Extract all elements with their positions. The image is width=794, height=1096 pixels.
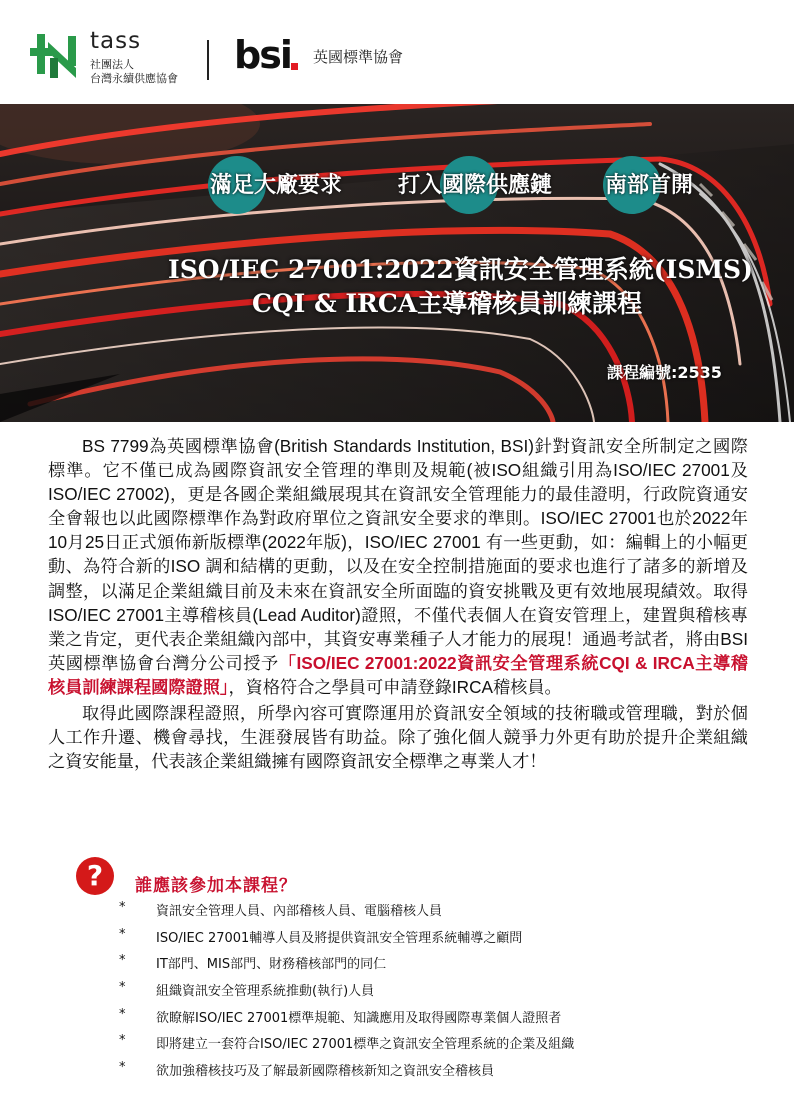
tass-logo-icon (28, 28, 78, 80)
list-item-text: 組織資訊安全管理系統推動(執行)人員 (156, 984, 375, 1000)
bullet-icon: * (119, 1033, 126, 1049)
logo-divider (207, 40, 209, 80)
bsi-logo: bsi (234, 33, 291, 77)
question-icon: ? (76, 857, 114, 895)
course-title-line-1: ISO/IEC 27001:2022資訊安全管理系統(ISMS) (168, 255, 753, 284)
slogan-2: 打入國際供應鏈 (398, 173, 553, 198)
list-item (0, 978, 794, 1005)
target-audience-heading: 誰應該參加本課程？ (135, 876, 297, 896)
bullet-icon: * (119, 900, 126, 915)
bsi-caption: 英國標準協會 (313, 48, 404, 66)
bsi-logo-dot (291, 63, 298, 70)
bullet-icon: * (119, 1006, 126, 1022)
list-item (0, 1031, 794, 1058)
target-audience-list (0, 898, 794, 1085)
intro-paragraph (48, 434, 748, 699)
list-item-text: 欲加強稽核技巧及了解最新國際稽核新知之資訊安全稽核員 (156, 1064, 495, 1080)
slogan-3: 南部首開 (605, 173, 694, 198)
certificate-name-highlight: 「ISO/IEC 27001:2022資訊安全管理系統CQI & IRCA主導稽核員訓練課程國際證照」 (48, 652, 748, 697)
list-item (0, 925, 794, 952)
tass-subtitle-1: 社團法人 (90, 58, 134, 71)
bullet-icon: * (119, 980, 126, 996)
tass-logo-text: tass (90, 28, 142, 54)
intro-text: BS 7799為英國標準協會(British Standards Institution, BSI)針對資訊安全所制定之國際標準。它不僅已成為國際資訊安全管理的準則及規範(被ISO組織引用為ISO/IEC 27001及ISO/IEC 27002)，更是各國企業組織展現其在資訊安全管理能力的最佳證明，行政院資通安全會報也以此國際標準作為對政府單位之資訊安全要求的準則。ISO/IEC 27001也於2022年10月25日正式頒佈新版標準(2022年版)，ISO/IEC 27001 有一些更動，如：編輯上的小幅更動、為符合新的ISO 調和結構的更動，以及在安全控制措施面的要求也進行了諸多的新增及調整，以滿足企業組織目前及未來在資訊安全所面臨的資安挑戰及更有效地展現績效。取得ISO/IEC 27001主導稽核員(Lead Auditor)證照，不僅代表個人在資安管理上，建置與稽核專業之肯定，更代表企業組織內部中，其資安專業種子人才能力的展現！通過考試者，將由BSI英國標準協會台灣分公司授予 (48, 436, 748, 673)
list-item (0, 1058, 794, 1085)
bullet-icon: * (119, 926, 126, 942)
list-item-text: IT部門、MIS部門、財務稽核部門的同仁 (156, 957, 387, 973)
benefit-paragraph: 取得此國際課程證照，所學內容可實際運用於資訊安全領域的技術職或管理職，對於個人工作升遷、機會尋找，生涯發展皆有助益。除了強化個人競爭力外更有助於提升企業組織之資安能量，代表該企業組織擁有國際資訊安全標準之專業人才！ (48, 703, 748, 772)
course-title-line-2: CQI & IRCA主導稽核員訓練課程 (252, 289, 643, 318)
bullet-icon: * (119, 1060, 126, 1076)
list-item (0, 1005, 794, 1032)
course-code: 課程編號:2535 (607, 363, 722, 382)
slogan-1: 滿足大廠要求 (210, 173, 343, 198)
bullet-icon: * (119, 953, 126, 969)
list-item-text: 欲瞭解ISO/IEC 27001標準規範、知識應用及取得國際專業個人證照者 (156, 1010, 562, 1026)
list-item-text: 即將建立一套符合ISO/IEC 27001標準之資訊安全管理系統的企業及組織 (156, 1037, 575, 1053)
list-item-text: ISO/IEC 27001輔導人員及將提供資訊安全管理系統輔導之顧問 (156, 930, 523, 946)
list-item (0, 951, 794, 978)
list-item-text: 資訊安全管理人員、內部稽核人員、電腦稽核人員 (156, 904, 443, 919)
intro-tail: ，資格符合之學員可申請登錄IRCA稽核員。 (228, 676, 562, 697)
hero-banner (0, 104, 794, 422)
tass-subtitle-2: 台灣永續供應協會 (90, 72, 178, 85)
list-item (0, 898, 794, 925)
course-description (48, 434, 748, 773)
logo-bar (0, 0, 794, 104)
